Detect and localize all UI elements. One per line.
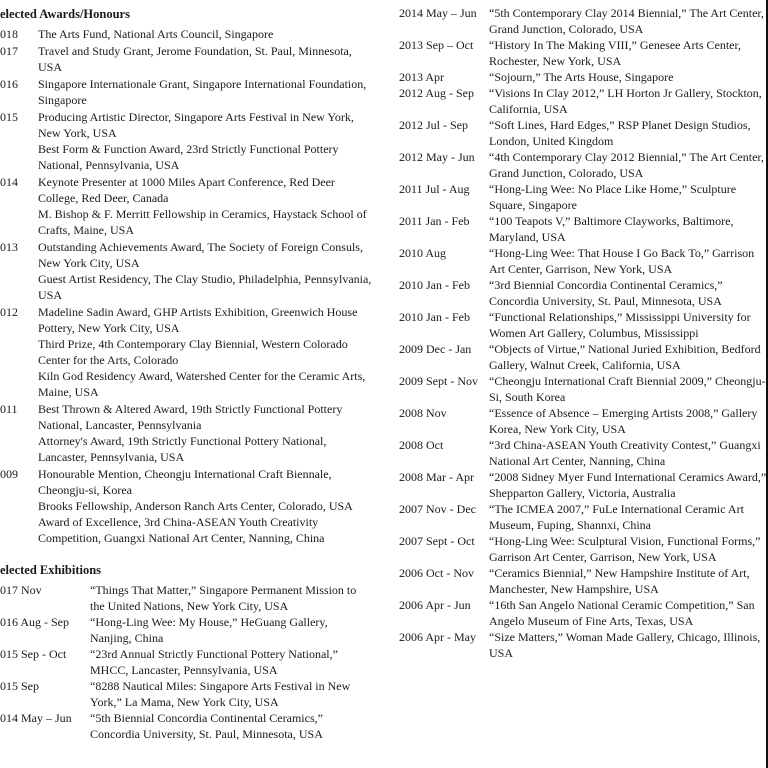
exhibitions-section-title: elected Exhibitions <box>0 563 102 577</box>
exhibition-description: “The ICMEA 2007,” FuLe International Ceramic Art Museum, Fuping, Shannxi, China <box>489 502 744 532</box>
award-items <box>38 76 372 108</box>
exhibition-description: “Hong-Ling Wee: That House I Go Back To,” Garrison Art Center, Garrison, New York, USA <box>489 246 755 276</box>
award-year-label: 015 <box>0 110 18 124</box>
award-item-text: Outstanding Achievements Award, The Society of Foreign Consuls, New York City, USA <box>38 240 363 270</box>
award-item-text: Attorney's Award, 19th Strictly Functional Pottery National, Lancaster, Pennsylvania, USA <box>38 434 327 464</box>
award-item-text: Keynote Presenter at 1000 Miles Apart Conference, Red Deer College, Red Deer, Canada <box>38 175 335 205</box>
exhibition-description: “2008 Sidney Myer Fund International Ceramics Award,” Shepparton Gallery, Victoria, Australia <box>489 470 767 500</box>
exhibition-description: “5th Biennial Concordia Continental Ceramics,” Concordia University, St. Paul, Minnesota, USA <box>90 711 323 741</box>
award-item-text: Guest Artist Residency, The Clay Studio, Philadelphia, Pennsylvania, USA <box>38 272 372 302</box>
exhibition-date-label: 2008 Nov <box>399 406 447 420</box>
exhibition-date-label: 017 Nov <box>0 583 42 597</box>
exhibition-entry <box>0 678 372 710</box>
award-year-label: 013 <box>0 240 18 254</box>
exhibition-entry <box>399 341 768 373</box>
exhibition-description: “Ceramics Biennial,” New Hampshire Institute of Art, Manchester, New Hampshire, USA <box>489 566 750 596</box>
exhibition-description: “Essence of Absence – Emerging Artists 2008,” Gallery Korea, New York City, USA <box>489 406 758 436</box>
exhibition-description: “Visions In Clay 2012,” LH Horton Jr Gallery, Stockton, California, USA <box>489 86 762 116</box>
exhibition-description: “History In The Making VIII,” Genesee Arts Center, Rochester, New York, USA <box>489 38 742 68</box>
exhibition-description: “Soft Lines, Hard Edges,” RSP Planet Design Studios, London, United Kingdom <box>489 118 751 148</box>
award-item-text: Kiln God Residency Award, Watershed Center for the Ceramic Arts, Maine, USA <box>38 369 366 399</box>
award-entry <box>0 174 372 238</box>
award-items <box>38 26 372 42</box>
award-year-label: 016 <box>0 77 18 91</box>
exhibition-entry <box>399 117 768 149</box>
exhibition-entry <box>399 149 768 181</box>
exhibition-date-label: 2013 Apr <box>399 70 444 84</box>
award-entry <box>0 466 372 546</box>
exhibition-entry <box>399 85 768 117</box>
award-items <box>38 239 372 303</box>
exhibition-entry <box>399 5 768 37</box>
exhibition-entry <box>399 565 768 597</box>
award-item-text: Best Form & Function Award, 23rd Strictly Functional Pottery National, Pennsylvania, USA <box>38 142 339 172</box>
exhibition-entry <box>0 582 372 614</box>
exhibition-date-label: 2013 Sep – Oct <box>399 38 474 52</box>
left-column <box>0 5 372 742</box>
exhibition-description: “100 Teapots V,” Baltimore Clayworks, Baltimore, Maryland, USA <box>489 214 734 244</box>
exhibition-entry <box>399 213 768 245</box>
award-items <box>38 43 372 75</box>
exhibition-date-label: 2014 May – Jun <box>399 6 477 20</box>
award-item-text: Travel and Study Grant, Jerome Foundation, St. Paul, Minnesota, USA <box>38 44 352 74</box>
award-entry <box>0 26 372 42</box>
exhibition-date-label: 2012 Aug - Sep <box>399 86 474 100</box>
exhibition-date-label: 2006 Apr - Jun <box>399 598 471 612</box>
exhibition-date-label: 2011 Jul - Aug <box>399 182 470 196</box>
exhibition-date-label: 2007 Nov - Dec <box>399 502 476 516</box>
exhibition-entry <box>0 614 372 646</box>
award-item-text: Award of Excellence, 3rd China-ASEAN Youth Creativity Competition, Guangxi National Art Center, Nanning, China <box>38 515 325 545</box>
exhibition-description: “5th Contemporary Clay 2014 Biennial,” The Art Center, Grand Junction, Colorado, USA <box>489 6 764 36</box>
exhibition-entry <box>399 245 768 277</box>
exhibition-entry <box>0 646 372 678</box>
exhibition-date-label: 2012 May - Jun <box>399 150 475 164</box>
award-item-text: Singapore Internationale Grant, Singapore International Foundation, Singapore <box>38 77 367 107</box>
award-item-text: Best Thrown & Altered Award, 19th Strictly Functional Pottery National, Lancaster, Pennsylvania <box>38 402 343 432</box>
exhibition-description: “Sojourn,” The Arts House, Singapore <box>489 70 674 84</box>
award-year-label: 012 <box>0 305 18 319</box>
exhibition-description: “Size Matters,” Woman Made Gallery, Chicago, Illinois, USA <box>489 630 761 660</box>
award-items <box>38 304 372 400</box>
awards-list <box>0 26 372 546</box>
exhibition-date-label: 2008 Mar - Apr <box>399 470 474 484</box>
exhibition-description: “4th Contemporary Clay 2012 Biennial,” The Art Center, Grand Junction, Colorado, USA <box>489 150 764 180</box>
award-item-text: The Arts Fund, National Arts Council, Singapore <box>38 27 274 41</box>
exhibition-entry <box>399 277 768 309</box>
award-entry <box>0 76 372 108</box>
exhibition-date-label: 015 Sep - Oct <box>0 647 67 661</box>
award-item-text: Brooks Fellowship, Anderson Ranch Arts Center, Colorado, USA <box>38 499 353 513</box>
right-column <box>399 5 768 661</box>
exhibition-date-label: 2009 Sept - Nov <box>399 374 478 388</box>
exhibition-entry <box>399 597 768 629</box>
exhibition-entry <box>399 469 768 501</box>
exhibition-date-label: 2009 Dec - Jan <box>399 342 472 356</box>
award-item-text: Honourable Mention, Cheongju International Craft Biennale, Cheongju-si, Korea <box>38 467 332 497</box>
exhibition-description: “23rd Annual Strictly Functional Pottery National,” MHCC, Lancaster, Pennsylvania, USA <box>90 647 338 677</box>
exhibition-entry <box>399 181 768 213</box>
award-entry <box>0 239 372 303</box>
award-entry <box>0 43 372 75</box>
award-item-text: Madeline Sadin Award, GHP Artists Exhibition, Greenwich House Pottery, New York City, USA <box>38 305 358 335</box>
exhibition-date-label: 2010 Jan - Feb <box>399 310 470 324</box>
award-items <box>38 174 372 238</box>
exhibition-description: “Hong-Ling Wee: My House,” HeGuang Gallery, Nanjing, China <box>90 615 328 645</box>
exhibition-entry <box>399 405 768 437</box>
exhibitions-list-left <box>0 582 372 742</box>
exhibition-date-label: 2008 Oct <box>399 438 444 452</box>
exhibition-description: “Hong-Ling Wee: No Place Like Home,” Sculpture Square, Singapore <box>489 182 737 212</box>
exhibition-date-label: 016 Aug - Sep <box>0 615 69 629</box>
awards-section-title: elected Awards/Honours <box>0 7 130 21</box>
award-entry <box>0 401 372 465</box>
exhibition-date-label: 2012 Jul - Sep <box>399 118 468 132</box>
exhibition-date-label: 2010 Jan - Feb <box>399 278 470 292</box>
award-entry <box>0 109 372 173</box>
exhibition-description: “Things That Matter,” Singapore Permanent Mission to the United Nations, New York City, USA <box>90 583 357 613</box>
exhibition-entry <box>399 533 768 565</box>
award-items <box>38 401 372 465</box>
award-year-label: 011 <box>0 402 18 416</box>
exhibition-description: “3rd Biennial Concordia Continental Ceramics,” Concordia University, St. Paul, Minnesota, USA <box>489 278 723 308</box>
exhibition-entry <box>399 37 768 69</box>
award-item-text: Third Prize, 4th Contemporary Clay Biennial, Western Colorado Center for the Arts, Colorado <box>38 337 348 367</box>
award-item-text: M. Bishop & F. Merritt Fellowship in Ceramics, Haystack School of Crafts, Maine, USA <box>38 207 367 237</box>
award-year-label: 018 <box>0 27 18 41</box>
exhibition-entry <box>399 309 768 341</box>
exhibition-date-label: 2007 Sept - Oct <box>399 534 475 548</box>
award-year-label: 017 <box>0 44 18 58</box>
exhibition-description: “Functional Relationships,” Mississippi University for Women Art Gallery, Columbus, Mississippi <box>489 310 751 340</box>
award-year-label: 014 <box>0 175 18 189</box>
exhibition-entry <box>399 373 768 405</box>
exhibition-date-label: 015 Sep <box>0 679 39 693</box>
exhibition-description: “8288 Nautical Miles: Singapore Arts Festival in New York,” La Mama, New York City, USA <box>90 679 351 709</box>
exhibition-description: “Objects of Virtue,” National Juried Exhibition, Bedford Gallery, Walnut Creek, California, USA <box>489 342 761 372</box>
exhibition-description: “Hong-Ling Wee: Sculptural Vision, Functional Forms,” Garrison Art Center, Garrison, New York, USA <box>489 534 761 564</box>
exhibition-entry <box>399 501 768 533</box>
exhibition-entry <box>0 710 372 742</box>
award-year-label: 009 <box>0 467 18 481</box>
exhibition-description: “3rd China-ASEAN Youth Creativity Contest,” Guangxi National Art Center, Nanning, China <box>489 438 761 468</box>
exhibition-entry <box>399 437 768 469</box>
exhibition-description: “16th San Angelo National Ceramic Competition,” San Angelo Museum of Fine Arts, Texas, USA <box>489 598 755 628</box>
exhibition-date-label: 014 May – Jun <box>0 711 72 725</box>
exhibition-date-label: 2010 Aug <box>399 246 447 260</box>
exhibition-description: “Cheongju International Craft Biennial 2009,” Cheongju-Si, South Korea <box>489 374 766 404</box>
exhibition-entry <box>399 69 768 85</box>
award-items <box>38 109 372 173</box>
award-items <box>38 466 372 546</box>
exhibition-date-label: 2006 Oct - Nov <box>399 566 474 580</box>
award-item-text: Producing Artistic Director, Singapore Arts Festival in New York, New York, USA <box>38 110 354 140</box>
exhibition-entry <box>399 629 768 661</box>
award-entry <box>0 304 372 400</box>
exhibition-date-label: 2006 Apr - May <box>399 630 476 644</box>
exhibition-date-label: 2011 Jan - Feb <box>399 214 470 228</box>
exhibitions-list-right <box>399 5 768 661</box>
